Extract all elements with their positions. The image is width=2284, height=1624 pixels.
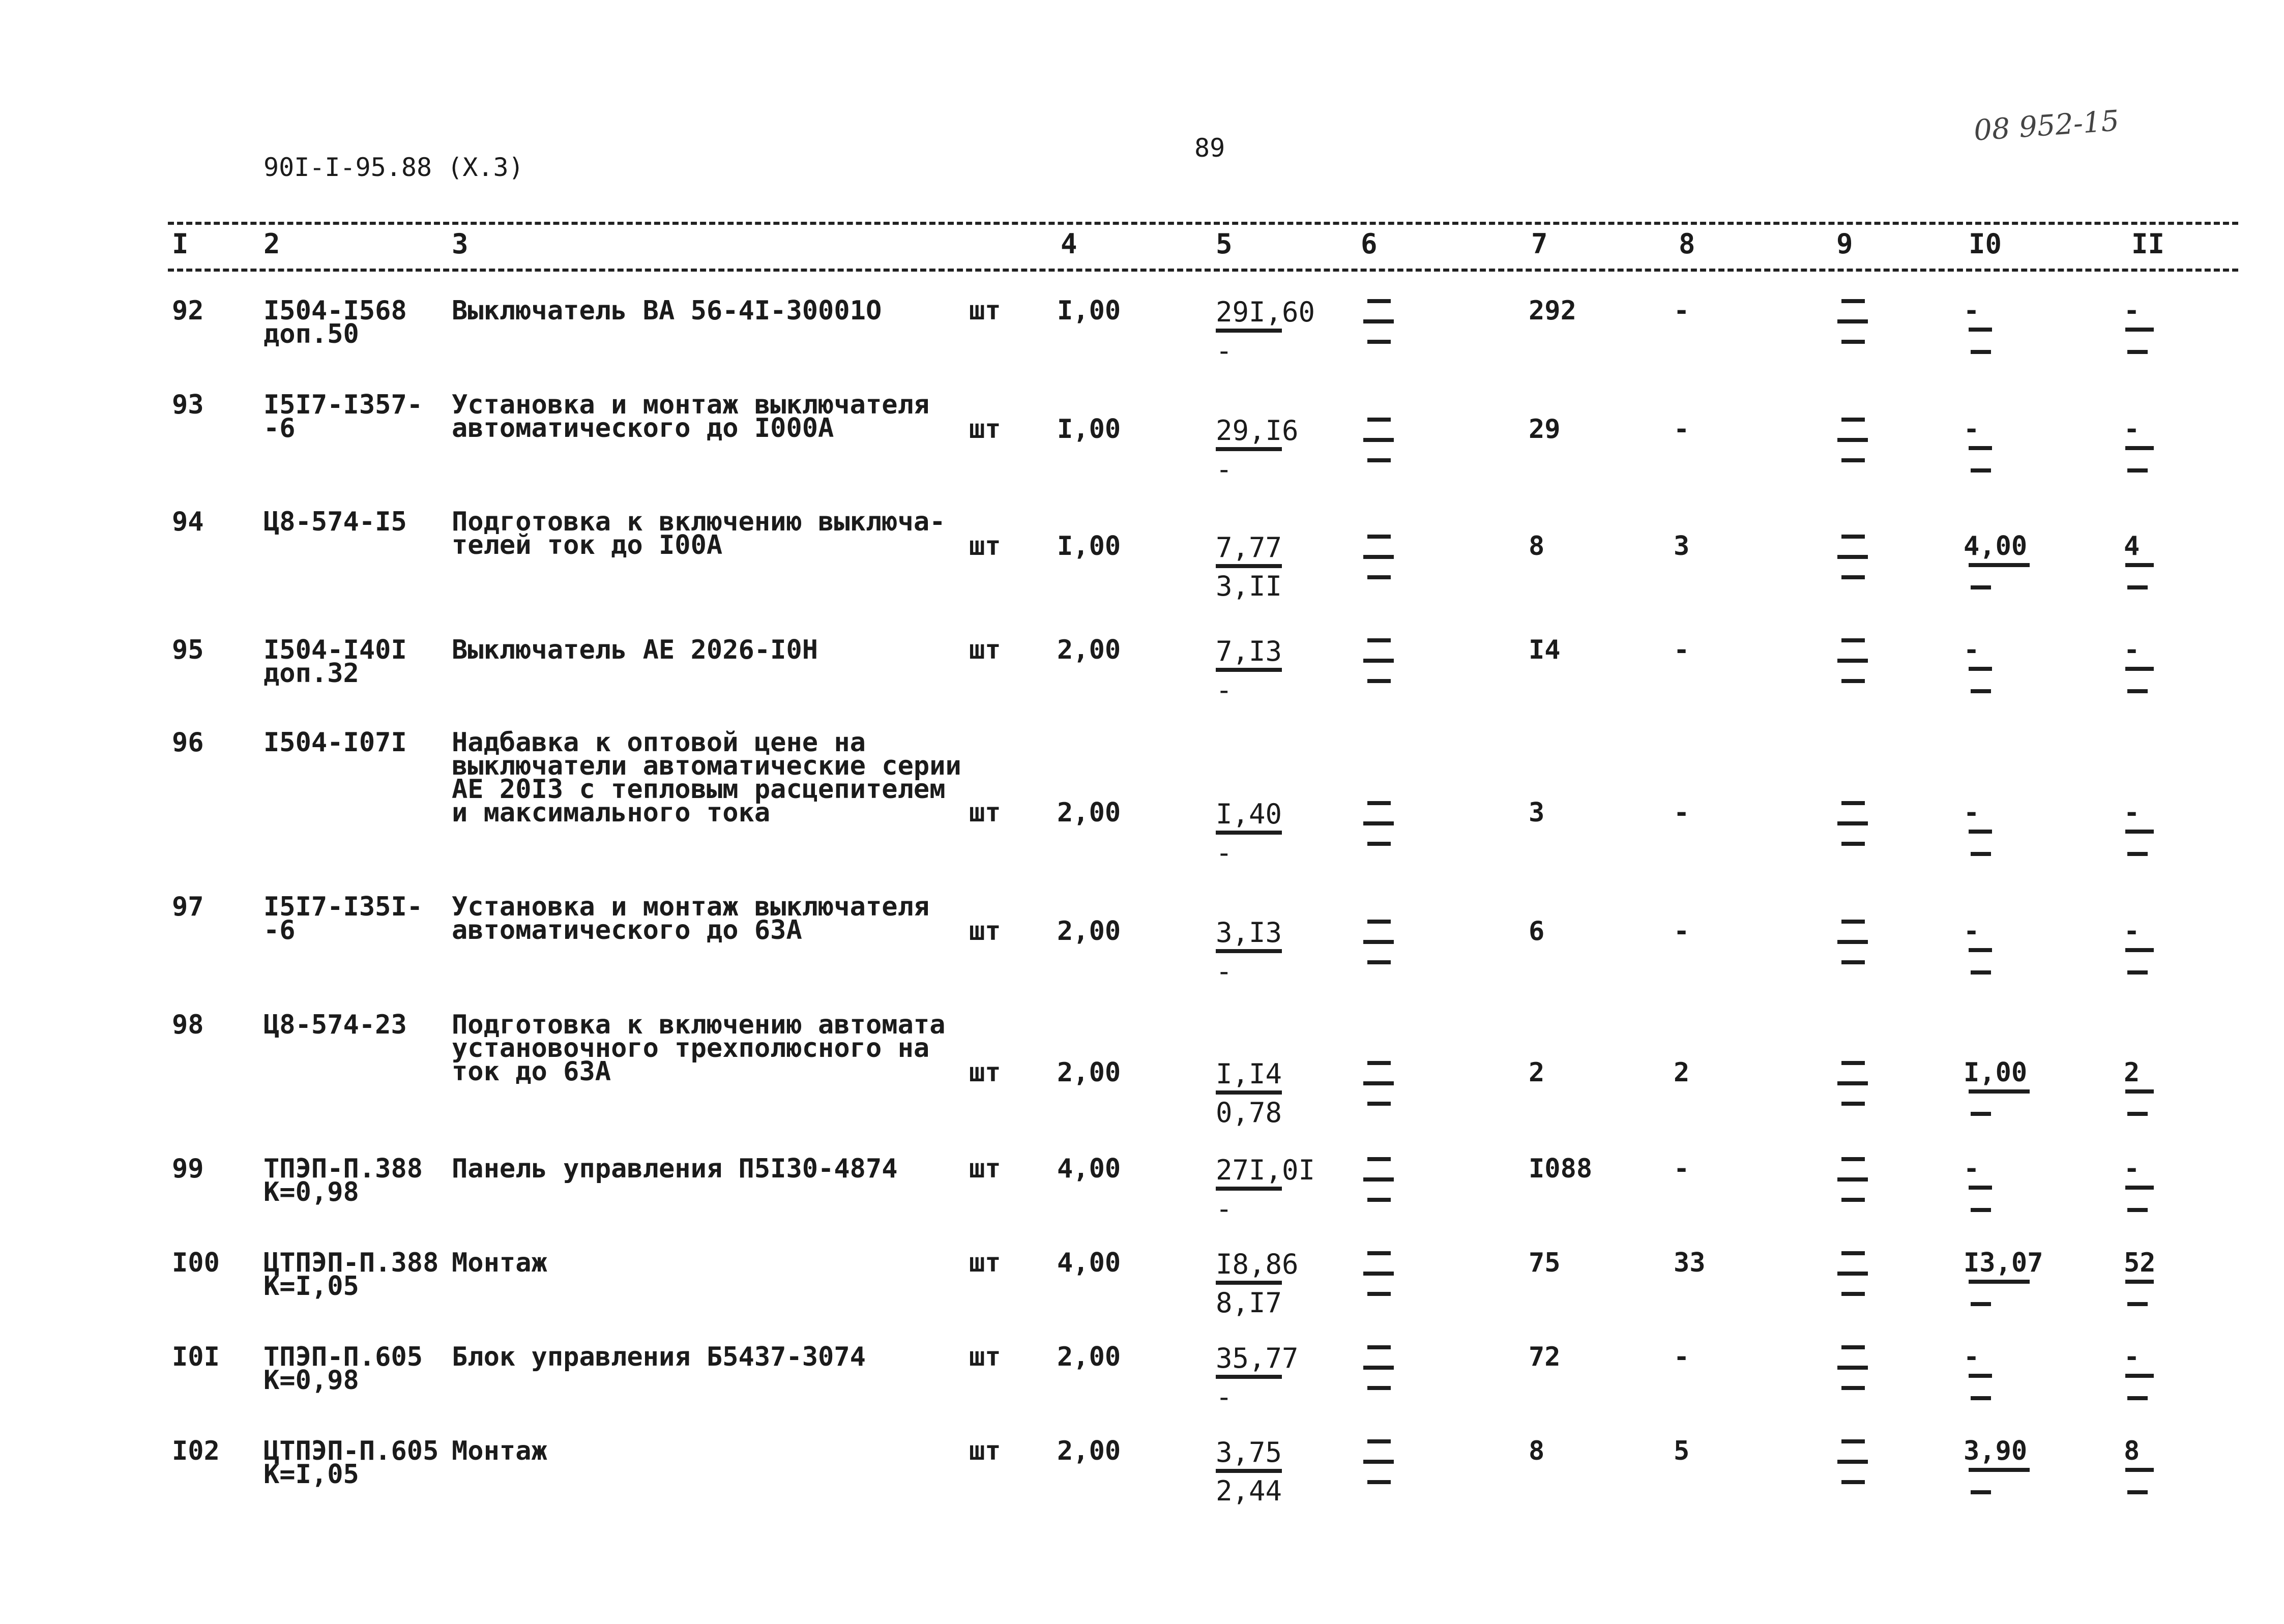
row-col9-dashes	[1841, 299, 1865, 360]
row-code-line: К=I,05	[263, 1459, 359, 1490]
row-labor-cost: I,00	[1964, 1057, 2028, 1088]
row-col10-lower-dash	[1971, 689, 1991, 693]
row-code-line: Ц8-574-I5	[263, 507, 407, 537]
row-code-line: К=0,98	[263, 1365, 359, 1396]
row-total-cost: I088	[1529, 1154, 1593, 1184]
row-quantity: 2,00	[1057, 1436, 1121, 1466]
row-col6-dashes	[1367, 920, 1391, 981]
row-total-cost: 2	[1529, 1057, 1545, 1088]
row-wages: -	[1674, 1154, 1690, 1184]
row-wages: 5	[1674, 1436, 1690, 1466]
row-code-line: I504-I568	[263, 296, 407, 326]
row-unit: шт	[969, 1342, 1001, 1372]
row-unit-price	[1216, 1436, 1282, 1507]
row-col10-rule	[1969, 1374, 1992, 1378]
row-col6-dashes	[1367, 535, 1391, 596]
row-description-line: Блок управления Б5437-3074	[452, 1342, 866, 1372]
column-header-10: I0	[1969, 228, 2002, 260]
row-unit: шт	[969, 1436, 1001, 1466]
row-col11-rule	[2125, 1186, 2154, 1190]
row-wages: 33	[1674, 1248, 1706, 1278]
row-col6-dashes	[1367, 1345, 1391, 1406]
row-col11-lower-dash	[2127, 1208, 2148, 1212]
row-col11-rule	[2125, 1468, 2154, 1472]
row-quantity: 2,00	[1057, 1057, 1121, 1088]
row-labor-cost: -	[1964, 1154, 1980, 1184]
row-col10-rule	[1969, 948, 1992, 952]
row-unit: шт	[969, 916, 1001, 947]
row-wages: -	[1674, 414, 1690, 445]
row-total-cost: 292	[1529, 296, 1576, 326]
row-unit: шт	[969, 531, 1001, 562]
row-unit-price	[1216, 296, 1315, 367]
row-total-cost: 3	[1529, 798, 1545, 828]
row-wages: -	[1674, 916, 1690, 947]
row-description	[452, 1436, 547, 1466]
row-col10-lower-dash	[1971, 852, 1991, 856]
column-header-2: 2	[263, 228, 280, 260]
handwritten-note: 08 952-15	[1973, 104, 2121, 147]
row-quantity: 4,00	[1057, 1154, 1121, 1184]
row-labor-total: 4	[2124, 531, 2140, 562]
row-description-line: и максимального тока	[452, 798, 771, 828]
row-code-line: доп.50	[263, 319, 359, 349]
row-description-line: Выключатель АЕ 2026-I0Н	[452, 635, 818, 665]
row-description-line: Установка и монтаж выключателя	[452, 892, 930, 922]
row-description	[452, 507, 946, 560]
row-col11-rule	[2125, 1280, 2154, 1284]
row-code-line: ТПЭП-П.605	[263, 1342, 423, 1372]
row-col11-lower-dash	[2127, 468, 2148, 473]
row-col9-dashes	[1841, 1061, 1865, 1122]
column-header-4: 4	[1061, 228, 1077, 260]
row-col10-rule	[1969, 1186, 1992, 1190]
row-code-line: Ц8-574-23	[263, 1010, 407, 1040]
row-unit-price	[1216, 1248, 1299, 1319]
column-header-5: 5	[1216, 228, 1233, 260]
row-labor-total: -	[2124, 1342, 2140, 1372]
row-code-line: доп.32	[263, 658, 359, 689]
row-number: 98	[172, 1010, 204, 1040]
row-col11-rule	[2125, 1374, 2154, 1378]
row-labor-total: 2	[2124, 1057, 2140, 1088]
row-col10-lower-dash	[1971, 468, 1991, 473]
row-description-line: Монтаж	[452, 1436, 547, 1466]
row-wages: -	[1674, 798, 1690, 828]
row-col9-dashes	[1841, 801, 1865, 862]
row-labor-cost: I3,07	[1964, 1248, 2043, 1278]
row-col11-lower-dash	[2127, 1112, 2148, 1116]
row-unit: шт	[969, 1154, 1001, 1184]
row-total-cost: 72	[1529, 1342, 1561, 1372]
row-code-line: I504-I07I	[263, 727, 407, 758]
row-col10-lower-dash	[1971, 1208, 1991, 1212]
row-unit-price	[1216, 917, 1282, 987]
row-labor-cost: -	[1964, 1342, 1980, 1372]
row-description-line: Подготовка к включению автомата	[452, 1010, 946, 1040]
row-code-line: К=I,05	[263, 1271, 359, 1302]
column-header-11: II	[2131, 228, 2165, 260]
row-labor-total: -	[2124, 635, 2140, 665]
row-unit-price-bottom: 2,44	[1216, 1475, 1282, 1507]
row-code	[263, 727, 407, 758]
row-labor-total: -	[2124, 414, 2140, 445]
row-description-line: автоматического до I000А	[452, 413, 834, 444]
row-unit-price-bottom: 3,II	[1216, 570, 1282, 602]
row-description-line: Монтаж	[452, 1248, 547, 1278]
column-header-1: I	[172, 228, 189, 260]
row-description	[452, 635, 818, 665]
row-col10-lower-dash	[1971, 1490, 1991, 1494]
row-col6-dashes	[1367, 1061, 1391, 1122]
row-total-cost: 75	[1529, 1248, 1561, 1278]
row-labor-total: -	[2124, 798, 2140, 828]
row-unit-price-bottom: 8,I7	[1216, 1287, 1282, 1319]
row-col11-lower-dash	[2127, 350, 2148, 354]
row-col11-lower-dash	[2127, 1396, 2148, 1400]
row-code	[263, 635, 407, 689]
row-code-line: -6	[263, 915, 296, 946]
row-col10-lower-dash	[1971, 1302, 1991, 1306]
row-code	[263, 1342, 423, 1396]
row-col11-lower-dash	[2127, 585, 2148, 589]
row-col9-dashes	[1841, 1251, 1865, 1312]
row-description	[452, 892, 930, 946]
row-unit-price	[1216, 532, 1282, 602]
row-number: I02	[172, 1436, 220, 1466]
row-labor-cost: -	[1964, 916, 1980, 947]
column-header-6: 6	[1361, 228, 1378, 260]
row-labor-cost: -	[1964, 635, 1980, 665]
row-labor-cost: 4,00	[1964, 531, 2028, 562]
row-col6-dashes	[1367, 418, 1391, 479]
column-header-3: 3	[452, 228, 468, 260]
row-col9-dashes	[1841, 1439, 1865, 1500]
row-code-line: -6	[263, 413, 296, 444]
row-col10-rule	[1969, 446, 1992, 450]
row-unit-price-bottom: -	[1216, 955, 1233, 987]
row-code	[263, 296, 407, 349]
row-quantity: 2,00	[1057, 916, 1121, 947]
row-col11-rule	[2125, 446, 2154, 450]
row-description	[452, 1248, 547, 1278]
row-unit-price-top: I,40	[1216, 798, 1282, 830]
row-labor-total: -	[2124, 296, 2140, 326]
row-total-cost: 29	[1529, 414, 1561, 445]
row-col11-lower-dash	[2127, 852, 2148, 856]
row-labor-cost: -	[1964, 414, 1980, 445]
row-unit-price-bottom: 0,78	[1216, 1097, 1282, 1129]
row-col11-rule	[2125, 563, 2154, 567]
row-unit-price-top: I8,86	[1216, 1248, 1299, 1280]
page-number: 89	[1194, 133, 1225, 163]
row-number: I00	[172, 1248, 220, 1278]
row-code	[263, 390, 423, 444]
row-col10-rule	[1969, 563, 2030, 567]
row-col10-rule	[1969, 1468, 2030, 1472]
row-total-cost: 8	[1529, 531, 1545, 562]
row-unit-price-top: 29I,60	[1216, 296, 1315, 328]
row-col11-rule	[2125, 948, 2154, 952]
row-col6-dashes	[1367, 299, 1391, 360]
row-description-line: Установка и монтаж выключателя	[452, 390, 930, 420]
row-col9-dashes	[1841, 1157, 1865, 1218]
row-code-line: ЦТПЭП-П.388	[263, 1248, 439, 1278]
row-labor-cost: -	[1964, 296, 1980, 326]
row-unit-price-top: 35,77	[1216, 1342, 1299, 1374]
row-labor-total: 52	[2124, 1248, 2156, 1278]
row-number: 94	[172, 507, 204, 537]
row-unit-price-top: 29,I6	[1216, 415, 1299, 447]
row-unit-price	[1216, 635, 1282, 706]
column-header-9: 9	[1836, 228, 1853, 260]
row-col6-dashes	[1367, 638, 1391, 699]
row-unit-price-top: 7,77	[1216, 532, 1282, 564]
row-code	[263, 1248, 439, 1302]
row-code	[263, 1154, 423, 1207]
row-wages: -	[1674, 1342, 1690, 1372]
row-unit-price-bottom: -	[1216, 335, 1233, 367]
row-quantity: I,00	[1057, 531, 1121, 562]
row-quantity: I,00	[1057, 414, 1121, 445]
row-total-cost: 6	[1529, 916, 1545, 947]
row-col11-lower-dash	[2127, 970, 2148, 975]
row-code-line: К=0,98	[263, 1177, 359, 1207]
row-col6-dashes	[1367, 1251, 1391, 1312]
row-number: 96	[172, 727, 204, 758]
row-col11-lower-dash	[2127, 1490, 2148, 1494]
row-code-line: I5I7-I35I-	[263, 892, 423, 922]
row-description	[452, 296, 882, 326]
row-col11-lower-dash	[2127, 1302, 2148, 1306]
row-unit-price-top: 3,75	[1216, 1436, 1282, 1468]
row-unit-price-bottom: -	[1216, 1381, 1233, 1413]
row-description-line: ток до 63А	[452, 1056, 611, 1087]
row-quantity: 2,00	[1057, 798, 1121, 828]
row-unit-price-top: 7,I3	[1216, 635, 1282, 667]
row-number: I0I	[172, 1342, 220, 1372]
row-description	[452, 1342, 866, 1372]
row-description-line: установочного трехполюсного на	[452, 1033, 930, 1064]
row-unit: шт	[969, 414, 1001, 445]
row-unit-price-top: I,I4	[1216, 1058, 1282, 1090]
row-description-line: выключатели автоматические серии	[452, 751, 961, 781]
row-col9-dashes	[1841, 418, 1865, 479]
row-number: 97	[172, 892, 204, 922]
row-wages: 2	[1674, 1057, 1690, 1088]
row-col10-rule	[1969, 328, 1992, 332]
row-col10-lower-dash	[1971, 1112, 1991, 1116]
row-col9-dashes	[1841, 1345, 1865, 1406]
row-description-line: Подготовка к включению выключа-	[452, 507, 946, 537]
row-code-line: I5I7-I357-	[263, 390, 423, 420]
row-number: 95	[172, 635, 204, 665]
row-col10-lower-dash	[1971, 1396, 1991, 1400]
row-code	[263, 1010, 407, 1040]
row-quantity: 2,00	[1057, 1342, 1121, 1372]
header-rule-top	[168, 222, 2238, 225]
row-col6-dashes	[1367, 801, 1391, 862]
column-header-8: 8	[1679, 228, 1695, 260]
row-unit-price-bottom: -	[1216, 1193, 1233, 1225]
row-wages: -	[1674, 635, 1690, 665]
row-col11-rule	[2125, 667, 2154, 671]
row-quantity: I,00	[1057, 296, 1121, 326]
row-unit-price	[1216, 1342, 1299, 1413]
row-col10-lower-dash	[1971, 350, 1991, 354]
row-col9-dashes	[1841, 638, 1865, 699]
row-col11-lower-dash	[2127, 689, 2148, 693]
row-col6-dashes	[1367, 1157, 1391, 1218]
row-description-line: Надбавка к оптовой цене на	[452, 727, 866, 758]
row-code	[263, 1436, 439, 1490]
row-unit-price-top: 27I,0I	[1216, 1154, 1315, 1186]
row-unit-price	[1216, 1154, 1315, 1225]
column-header-7: 7	[1531, 228, 1548, 260]
row-total-cost: 8	[1529, 1436, 1545, 1466]
row-unit-price	[1216, 415, 1299, 485]
row-description-line: Выключатель ВА 56-4I-30001О	[452, 296, 882, 326]
row-code-line: I504-I40I	[263, 635, 407, 665]
row-description-line: АЕ 20I3 с тепловым расцепителем	[452, 774, 946, 805]
row-description-line: телей ток до I00А	[452, 530, 723, 560]
row-unit-price-bottom: -	[1216, 453, 1233, 485]
row-labor-cost: 3,90	[1964, 1436, 2028, 1466]
row-unit-price	[1216, 1058, 1282, 1129]
row-unit-price	[1216, 798, 1282, 869]
row-col11-rule	[2125, 830, 2154, 834]
row-description	[452, 727, 961, 828]
row-description	[452, 390, 930, 444]
row-col10-lower-dash	[1971, 585, 1991, 589]
row-col10-rule	[1969, 1280, 2030, 1284]
row-wages: 3	[1674, 531, 1690, 562]
row-code-line: ЦТПЭП-П.605	[263, 1436, 439, 1466]
row-total-cost: I4	[1529, 635, 1561, 665]
row-wages: -	[1674, 296, 1690, 326]
row-col11-rule	[2125, 1089, 2154, 1094]
row-labor-total: 8	[2124, 1436, 2140, 1466]
row-description-line: Панель управления П5I30-4874	[452, 1154, 898, 1184]
row-unit-price-bottom: -	[1216, 674, 1233, 706]
row-description	[452, 1010, 946, 1087]
row-col10-rule	[1969, 830, 1992, 834]
row-col9-dashes	[1841, 535, 1865, 596]
row-code	[263, 892, 423, 946]
row-number: 92	[172, 296, 204, 326]
row-col10-lower-dash	[1971, 970, 1991, 975]
row-quantity: 4,00	[1057, 1248, 1121, 1278]
row-labor-cost: -	[1964, 798, 1980, 828]
row-code	[263, 507, 407, 537]
row-unit-price-top: 3,I3	[1216, 917, 1282, 949]
row-col6-dashes	[1367, 1439, 1391, 1500]
row-unit: шт	[969, 296, 1001, 326]
row-col9-dashes	[1841, 920, 1865, 981]
row-unit: шт	[969, 635, 1001, 665]
row-quantity: 2,00	[1057, 635, 1121, 665]
row-description-line: автоматического до 63А	[452, 915, 802, 946]
row-unit: шт	[969, 798, 1001, 828]
row-description	[452, 1154, 898, 1184]
row-col10-rule	[1969, 667, 1992, 671]
row-col10-rule	[1969, 1089, 2030, 1094]
row-number: 93	[172, 390, 204, 420]
header-rule-bottom	[168, 269, 2238, 272]
row-unit: шт	[969, 1057, 1001, 1088]
row-labor-total: -	[2124, 1154, 2140, 1184]
row-number: 99	[172, 1154, 204, 1184]
row-col11-rule	[2125, 328, 2154, 332]
row-code-line: ТПЭП-П.388	[263, 1154, 423, 1184]
row-labor-total: -	[2124, 916, 2140, 947]
row-unit-price-bottom: -	[1216, 837, 1233, 869]
row-unit: шт	[969, 1248, 1001, 1278]
document-code: 90I-I-95.88 (X.3)	[263, 153, 524, 182]
